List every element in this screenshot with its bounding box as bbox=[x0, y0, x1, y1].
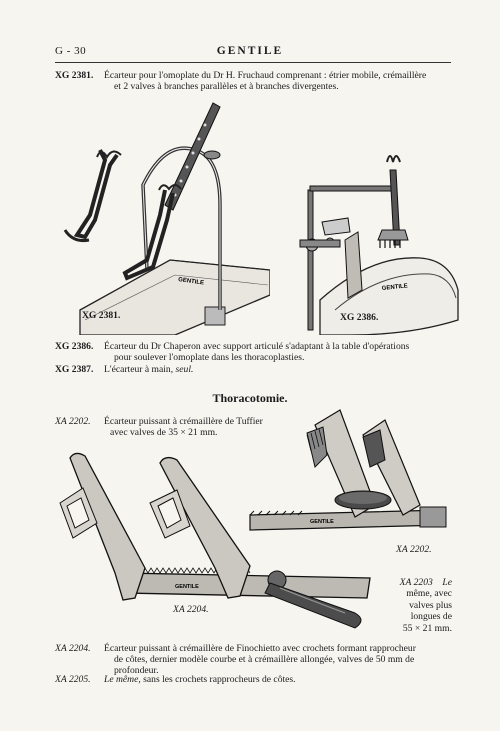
entry-code: XA 2202. bbox=[55, 416, 91, 427]
figure-label: XG 2386. bbox=[340, 312, 379, 323]
entry-code: XG 2381. bbox=[55, 70, 94, 81]
figure-label: XA 2202. bbox=[396, 544, 432, 555]
page-number: G - 30 bbox=[55, 45, 87, 57]
entry-text: L'écarteur à main, bbox=[104, 364, 174, 375]
figure-finochietto-retractor bbox=[55, 448, 380, 638]
entry-text-line: Écarteur du Dr Chaperon avec support articulé s'adaptant à la table d'opérations bbox=[104, 341, 410, 352]
figure-label: XG 2381. bbox=[82, 310, 121, 321]
entry-text-line: Écarteur pour l'omoplate du Dr H. Fruchaud comprenant : étrier mobile, crémaillère bbox=[104, 70, 427, 81]
figure-label: XA 2204. bbox=[173, 604, 209, 615]
entry-text-italic: seul. bbox=[175, 364, 194, 375]
entry-code: XG 2387. bbox=[55, 364, 94, 375]
header-rule bbox=[55, 62, 451, 63]
entry-text-italic: Le même, bbox=[104, 674, 141, 685]
entry-text-line: 55 × 21 mm. bbox=[402, 622, 452, 634]
rack-brand-2: GENTILE bbox=[175, 584, 199, 590]
entry-text-line: Écarteur puissant à crémaillère de Tuffier bbox=[104, 416, 263, 427]
entry-text-line: Le bbox=[442, 577, 452, 588]
entry-text: sans les crochets rapprocheurs de côtes. bbox=[143, 674, 296, 685]
entry-text-line: avec valves de 35 × 21 mm. bbox=[110, 427, 218, 438]
entry-code: XA 2204. bbox=[55, 643, 91, 654]
entry-text-line: Écarteur puissant à crémaillère de Finochietto avec crochets formant rapprocheur bbox=[104, 643, 416, 654]
entry-code: XA 2203 bbox=[399, 577, 433, 588]
table-brand-2: GENTILE bbox=[381, 283, 409, 292]
entry-text-line: longues de bbox=[410, 611, 452, 623]
figure-fruchaud-retractor bbox=[55, 95, 270, 335]
entry-text-line: de côtes, dernier modèle courbe et à crémaillère allongée, valves de 50 mm de bbox=[114, 654, 415, 665]
table-brand: GENTILE bbox=[177, 277, 205, 287]
rack-brand: GENTILE bbox=[310, 519, 334, 525]
figure-chaperon-retractor bbox=[290, 140, 460, 335]
entry-text-line: valves plus bbox=[409, 599, 452, 611]
entry-text-line: même, avec bbox=[406, 588, 452, 600]
section-title: Thoracotomie. bbox=[212, 391, 288, 405]
entry-code: XA 2205. bbox=[55, 674, 91, 685]
entry-text-line: pour soulever l'omoplate dans les thoracoplasties. bbox=[114, 352, 305, 363]
entry-code: XG 2386. bbox=[55, 341, 94, 352]
entry-text-line: et 2 valves à branches parallèles et à branches divergentes. bbox=[114, 81, 339, 92]
entry-xa2203 bbox=[372, 577, 452, 634]
page-title: GENTILE bbox=[216, 45, 284, 57]
entry-text-line: profondeur. bbox=[114, 665, 159, 676]
